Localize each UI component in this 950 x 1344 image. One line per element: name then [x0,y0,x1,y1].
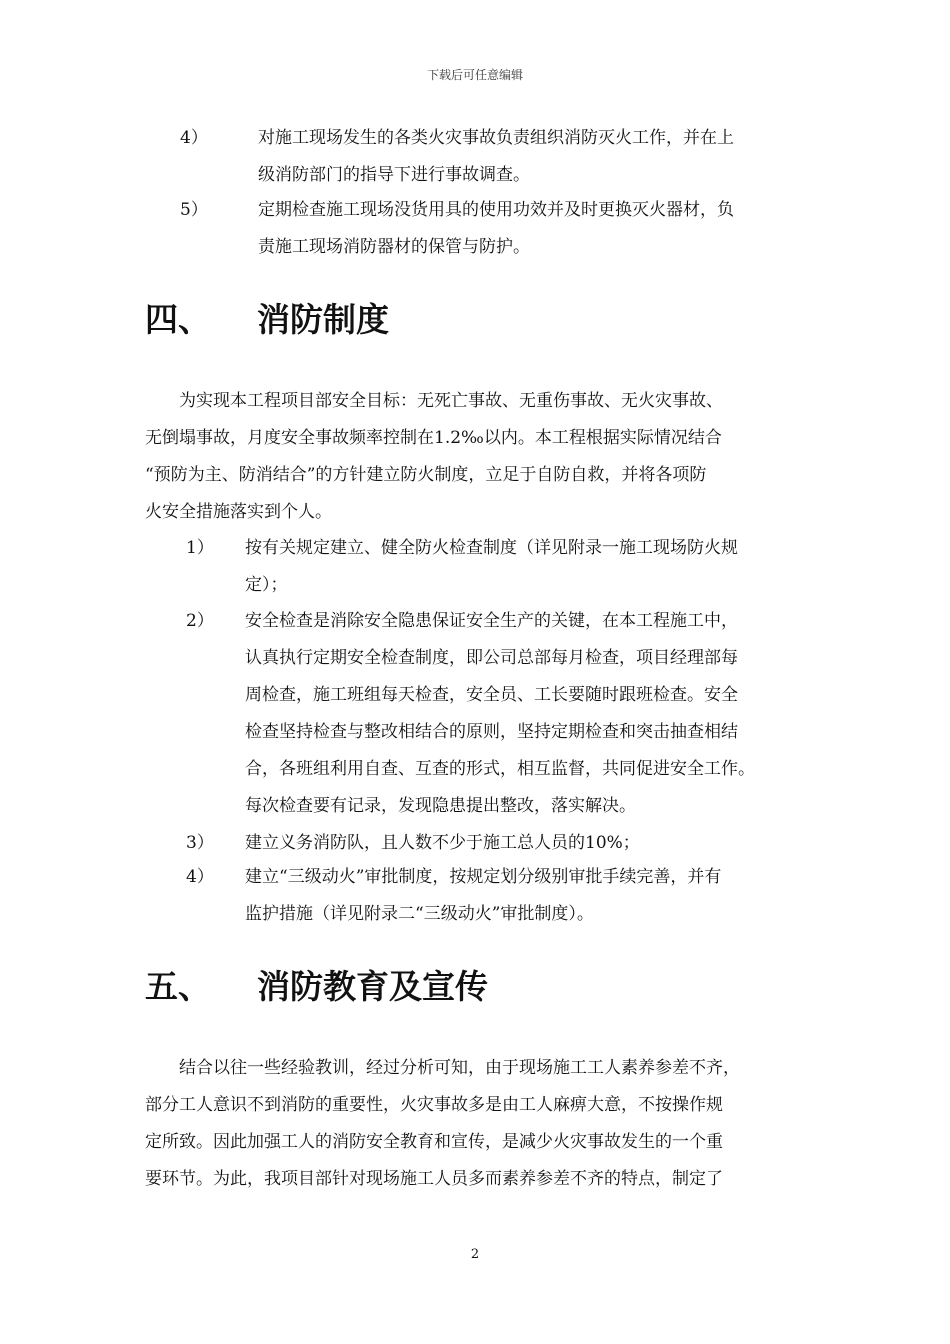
list-item-line: 每次检查要有记录，发现隐患提出整改，落实解决。 [245,796,636,816]
list-item-line: 检查坚持检查与整改相结合的原则，坚持定期检查和突击抽查相结 [245,722,738,742]
section-title: 消防制度 [257,300,389,339]
list-item-number: 4） [186,867,214,887]
list-item-number: 3） [186,833,214,853]
paragraph-line: 无倒塌事故，月度安全事故频率控制在1.2‰以内。本工程根据实际情况结合 [145,428,722,448]
list-item-line: 监护措施（详见附录二“三级动火”审批制度）。 [245,904,594,924]
list-item-line: 定期检查施工现场没货用具的使用功效并及时更换灭火器材，负 [258,200,734,220]
paragraph-line: 火安全措施落实到个人。 [145,502,332,522]
list-item-number: 2） [186,611,214,631]
list-item-line: 安全检查是消除安全隐患保证安全生产的关键，在本工程施工中， [245,611,738,631]
paragraph-line: 定所致。因此加强工人的消防安全教育和宣传，是减少火灾事故发生的一个重 [145,1132,723,1152]
section-title: 消防教育及宣传 [257,967,488,1006]
header-note: 下载后可任意编辑 [426,68,523,82]
paragraph-line: 为实现本工程项目部安全目标：无死亡事故、无重伤事故、无火灾事故、 [145,391,723,411]
page-number: 2 [470,1247,480,1262]
list-item-line: 周检查，施工班组每天检查，安全员、工长要随时跟班检查。安全 [245,685,738,705]
list-item-line: 对施工现场发生的各类火灾事故负责组织消防灭火工作，并在上 [258,128,734,148]
list-item-line: 定）； [245,575,288,595]
list-item-number: 4） [180,128,208,148]
paragraph [145,1050,810,1198]
paragraph-line: 结合以往一些经验教训，经过分析可知，由于现场施工工人素养参差不齐， [145,1058,740,1078]
list-item-line: 按有关规定建立、健全防火检查制度（详见附录一施工现场防火规 [245,538,738,558]
list-item-line: 建立义务消防队，且人数不少于施工总人员的10%； [245,833,640,853]
section-number: 四、 [145,300,211,339]
paragraph-line: 要环节。为此，我项目部针对现场施工人员多而素养参差不齐的特点，制定了 [145,1169,723,1189]
list-item-line: 认真执行定期安全检查制度，即公司总部每月检查，项目经理部每 [245,648,738,668]
list-item-line: 合，各班组利用自查、互查的形式，相互监督，共同促进安全工作。 [245,759,755,779]
paragraph-line: “预防为主、防消结合”的方针建立防火制度，立足于自防自救，并将各项防 [145,465,707,485]
list-item-line: 建立“三级动火”审批制度，按规定划分级别审批手续完善，并有 [245,867,722,887]
section-number: 五、 [145,967,211,1006]
paragraph [145,383,810,531]
list-item-line: 级消防部门的指导下进行事故调查。 [258,165,530,185]
list-item-number: 5） [180,200,208,220]
list-item-line: 责施工现场消防器材的保管与防护。 [258,237,530,257]
paragraph-line: 部分工人意识不到消防的重要性，火灾事故多是由工人麻痹大意，不按操作规 [145,1095,723,1115]
list-item-number: 1） [186,538,214,558]
